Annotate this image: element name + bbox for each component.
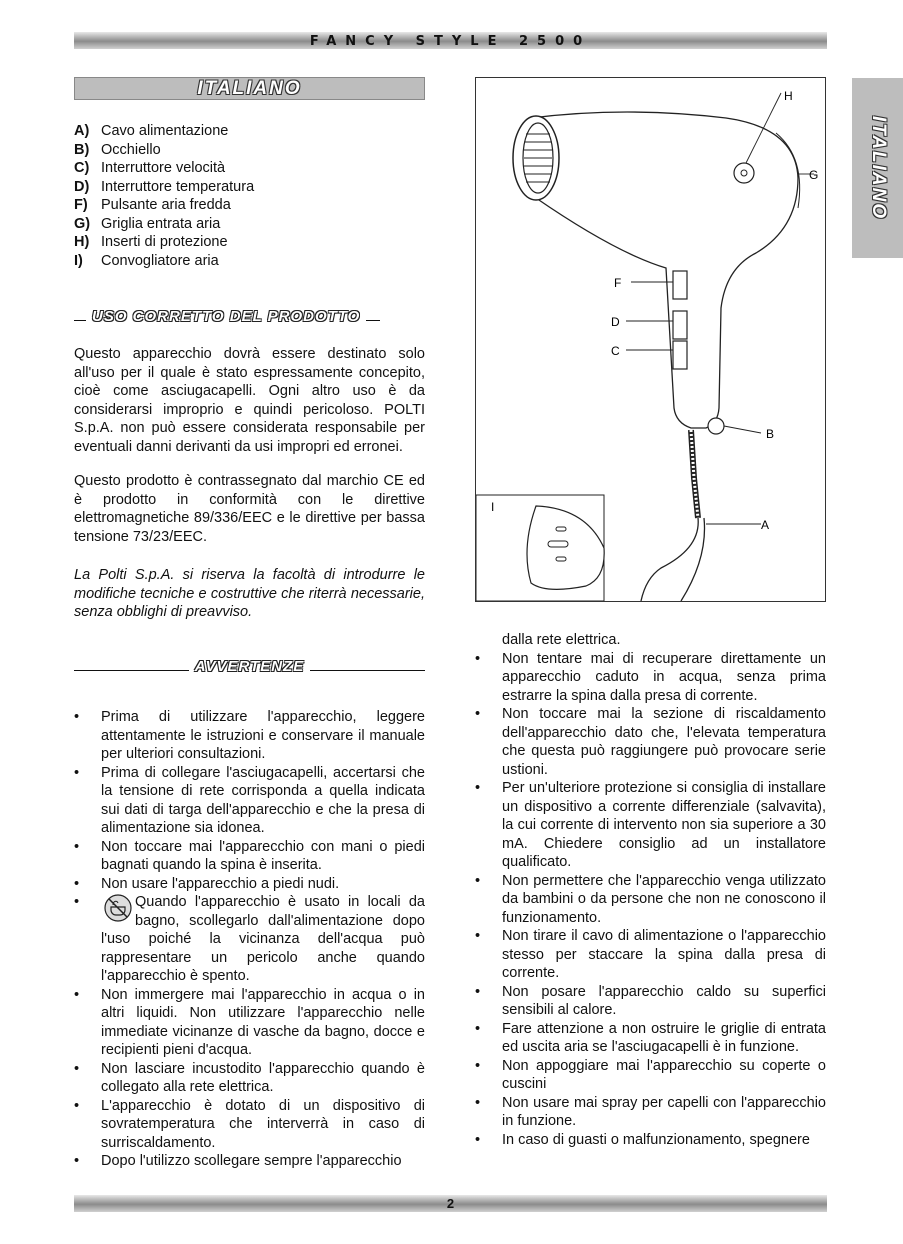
warnings-list-left <box>74 708 425 1171</box>
list-item: • Fare attenzione a non ostruire le griglie di entrata ed uscita aria se l'asciugacapelli è in funzione. <box>475 1020 826 1055</box>
list-item: • In caso di guasti o malfunzionamento, spegnere <box>475 1131 810 1148</box>
list-item: • L'apparecchio è dotato di un dispositivo di sovratemperatura che interverrà in caso di surriscaldamento. <box>74 1097 425 1151</box>
title-rule <box>74 670 189 671</box>
figure-label-a: A <box>761 518 770 532</box>
no-bath-icon <box>103 893 133 923</box>
title-rule <box>310 670 425 671</box>
list-item: • Non toccare mai l'apparecchio con mani o piedi bagnati quando la spina è inserita. <box>74 838 425 873</box>
list-item: • Non tirare il cavo di alimentazione o l'apparecchio stesso per staccare la spina dalla presa di corrente. <box>475 928 826 981</box>
list-item: • Non toccare mai la sezione di riscaldamento dell'apparecchio dato che, l'elevata temperatura che questa può raggiungere può provocare serie ustioni. <box>475 706 826 778</box>
uso-section-title: USO CORRETTO DEL PRODOTTO <box>74 305 425 327</box>
uso-paragraph-2: Questo prodotto è contrassegnato dal marchio CE ed è prodotto in conformità con le direttive elettromagnetiche 89/336/EEC e le direttive per bassa tensione 73/23/EEC. <box>74 473 425 545</box>
title-rule <box>366 320 380 321</box>
list-item: • Non lasciare incustodito l'apparecchio quando è collegato alla rete elettrica. <box>74 1060 425 1095</box>
list-item: • Non tentare mai di recuperare direttamente un apparecchio caduto in acqua, senza prima estrarre la spina dalla presa di corrente. <box>475 650 826 704</box>
figure-label-h: H <box>784 89 793 103</box>
list-item: • Per un'ulteriore protezione si consiglia di installare un dispositivo a corrente differenziale (salvavita), la cui corrente di intervento non sia superiore a 30 mA. Chiedere consiglio ad un installatore qualificato. <box>475 780 826 870</box>
title-rule <box>74 320 86 321</box>
header-bar <box>74 32 827 49</box>
list-item: A) Cavo alimentazione <box>74 123 229 139</box>
list-item: • Non permettere che l'apparecchio venga utilizzato da bambini o da persone che non ne conoscono il funzionamento. <box>475 872 826 926</box>
list-item: I) Convogliatore aria <box>74 252 219 269</box>
list-item: • Non usare mai spray per capelli con l'apparecchio in funzione. <box>475 1094 826 1129</box>
uso-paragraph-1: Questo apparecchio dovrà essere destinato solo all'uso per il quale è stato espressamente concepito, cioè come asciugacapelli. Ogni altro uso è da considerarsi improprio e quindi pericoloso. POLTI S.p.A. non può essere considerata responsabile per eventuali danni derivanti da usi impropri ed erronei. <box>74 346 425 455</box>
figure-label-c: C <box>611 344 620 358</box>
list-item: • Non immergere mai l'apparecchio in acqua o in altri liquidi. Non utilizzare l'apparecchio nelle immediate vicinanze di vasche da bagno, docce e recipienti pieni d'acqua. <box>74 986 425 1058</box>
list-item: C) Interruttore velocità <box>74 160 226 176</box>
list-item: H) Inserti di protezione <box>74 234 228 250</box>
parts-list <box>74 122 254 270</box>
hair-dryer-figure <box>475 77 826 602</box>
list-item: B) Occhiello <box>74 141 161 158</box>
avvertenze-section-title: AVVERTENZE <box>74 655 425 677</box>
figure-label-f: F <box>614 276 622 290</box>
list-item: G) Griglia entrata aria <box>74 215 221 232</box>
language-side-tab <box>852 78 903 258</box>
warnings-list-right <box>475 631 826 1149</box>
language-heading: ITALIANO <box>74 77 425 100</box>
hair-dryer-illustration <box>476 78 825 601</box>
list-item: • Prima di collegare l'asciugacapelli, accertarsi che la tensione di rete corrisponda a quella indicata sui dati di targa dell'apparecchio e che la presa di alimentazione sia idonea. <box>74 764 425 836</box>
list-item: • Non usare l'apparecchio a piedi nudi. <box>74 875 340 892</box>
list-item: • Dopo l'utilizzo scollegare sempre l'apparecchio <box>74 1153 402 1169</box>
list-item: • Non appoggiare mai l'apparecchio su coperte o cuscini <box>475 1057 826 1092</box>
figure-label-i: I <box>491 500 495 514</box>
language-side-tab-label: ITALIANO <box>867 115 889 221</box>
list-item: • Prima di utilizzare l'apparecchio, leggere attentamente le istruzioni e conservare il manuale per ulteriori consultazioni. <box>74 709 425 762</box>
list-item: D) Interruttore temperatura <box>74 178 255 195</box>
list-item: • Quando l'apparecchio è usato in locali da bagno, scollegarlo dall'alimentazione dopo l'uso poiché la vicinanza dell'acqua può rappresentare un pericolo anche quando l'apparecchio è spento. <box>74 894 425 984</box>
list-item: • Non posare l'apparecchio caldo su superfici sensibili al calore. <box>475 983 826 1018</box>
uso-paragraph-3: La Polti S.p.A. si riserva la facoltà di introdurre le modifiche tecniche e costruttive che riterrà necessarie, senza obblighi di preavviso. <box>74 567 425 620</box>
list-item: F) Pulsante aria fredda <box>74 197 231 213</box>
list-item: dalla rete elettrica. <box>502 632 621 648</box>
page-number: 2 <box>74 1195 827 1212</box>
figure-label-b: B <box>766 427 775 441</box>
header-title: FANCY STYLE 2500 <box>309 34 592 49</box>
figure-label-d: D <box>611 315 620 329</box>
figure-label-g: G <box>809 168 819 182</box>
